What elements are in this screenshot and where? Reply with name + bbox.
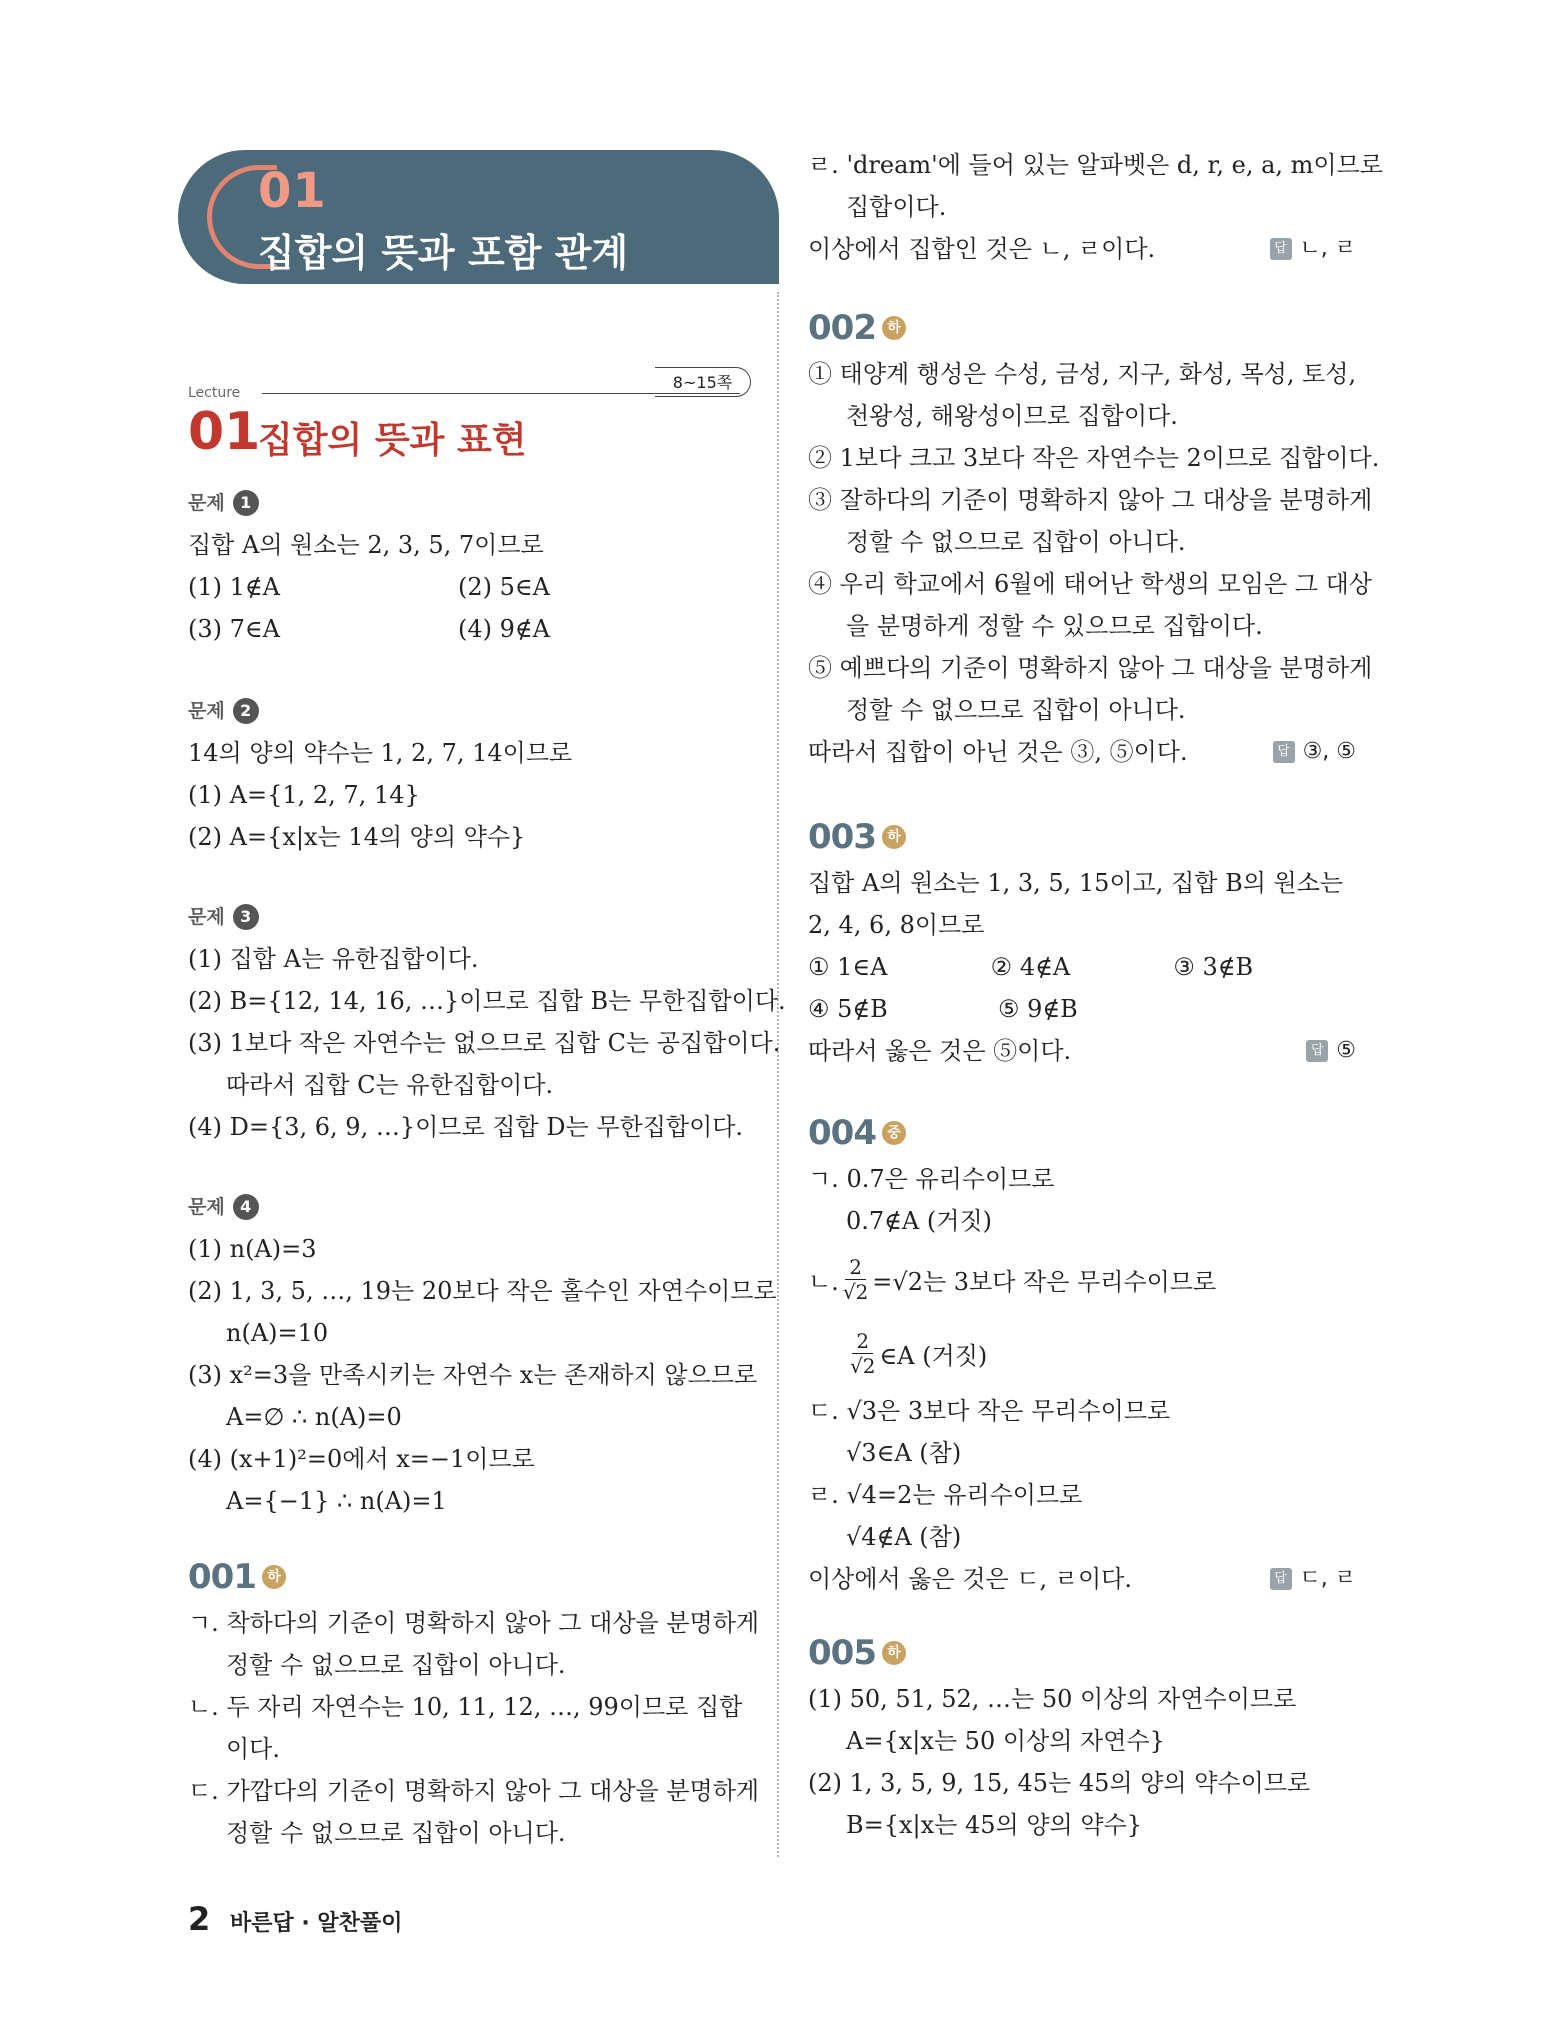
answer-tag: 답 xyxy=(1270,238,1292,260)
solution-line: (2) A={x|x는 14의 양의 약수} xyxy=(188,823,526,851)
answer-box: 답 ㄴ, ㄹ xyxy=(1270,228,1357,270)
fraction: $\frac{2}{√2}$ xyxy=(850,1328,876,1378)
problem-004 xyxy=(808,1108,1356,1600)
solution-line: (1) n(A)=3 xyxy=(188,1235,317,1263)
solution-line: ① 태양계 행성은 수성, 금성, 지구, 화성, 목성, 토성, xyxy=(808,360,1357,388)
solution-line: (3) 1보다 작은 자연수는 없으므로 집합 C는 공집합이다. xyxy=(188,1029,781,1057)
solution-line: 정할 수 없으므로 집합이 아니다. xyxy=(846,528,1186,556)
solution-line: 0.7∉A (거짓) xyxy=(846,1207,992,1235)
solution-line: ㄹ. √4=2는 유리수이므로 xyxy=(808,1481,1083,1509)
solution-row: ④ 5∉B ⑤ 9∉B xyxy=(808,995,1078,1023)
fraction: $\frac{2}{√2}$ xyxy=(842,1254,869,1304)
chapter-number: 01 xyxy=(258,163,327,219)
solution-line: √4∉A (참) xyxy=(846,1523,962,1551)
answer-tag: 답 xyxy=(1273,741,1295,763)
solution-line: 따라서 집합 C는 유한집합이다. xyxy=(226,1071,554,1099)
problem-number: 003 하 xyxy=(808,812,1356,862)
solution-line: ㄱ. 0.7은 유리수이므로 xyxy=(808,1165,1055,1193)
problem-heading: 문제 1 xyxy=(188,482,748,524)
problem-heading: 문제 4 xyxy=(188,1186,748,1228)
difficulty-badge: 하 xyxy=(882,316,906,340)
answer-box: 답 ③, ⑤ xyxy=(1273,731,1356,773)
solution-line: 정할 수 없으므로 집합이 아니다. xyxy=(226,1819,566,1847)
solution-line: B={x|x는 45의 양의 약수} xyxy=(846,1811,1142,1839)
solution-line: ㄱ. 착하다의 기준이 명확하지 않아 그 대상을 분명하게 xyxy=(188,1609,760,1637)
column-divider xyxy=(777,292,779,1857)
problem-002 xyxy=(808,303,1380,773)
difficulty-badge: 중 xyxy=(882,1121,906,1145)
problem-number: 004 중 xyxy=(808,1108,1356,1158)
solution-line: ② 1보다 크고 3보다 작은 자연수는 2이므로 집합이다. xyxy=(808,444,1380,472)
problem-number: 002 하 xyxy=(808,303,1356,353)
solution-row: ① 1∈A ② 4∉A ③ 3∉B xyxy=(808,953,1254,981)
chapter-title: 집합의 뜻과 포함 관계 xyxy=(258,231,629,275)
solution-line: 정할 수 없으므로 집합이 아니다. xyxy=(226,1651,566,1679)
solution-line: (2) 1, 3, 5, …, 19는 20보다 작은 홀수인 자연수이므로 xyxy=(188,1277,777,1305)
problem-number: 005 하 xyxy=(808,1628,1356,1678)
solution-line: ㄴ. 두 자리 자연수는 10, 11, 12, …, 99이므로 집합 xyxy=(188,1693,743,1721)
solution-line: (4) (x+1)²=0에서 x=−1이므로 xyxy=(188,1445,535,1473)
solution-line: (4) D={3, 6, 9, …}이므로 집합 D는 무한집합이다. xyxy=(188,1113,744,1141)
solution-line: (1) 50, 51, 52, …는 50 이상의 자연수이므로 xyxy=(808,1685,1297,1713)
solution-line: ㄷ. 가깝다의 기준이 명확하지 않아 그 대상을 분명하게 xyxy=(188,1777,760,1805)
problem-heading: 문제 3 xyxy=(188,896,748,938)
answer-box: 답 ㄷ, ㄹ xyxy=(1270,1558,1357,1600)
solution-line: ④ 우리 학교에서 6월에 태어난 학생의 모임은 그 대상 xyxy=(808,570,1372,598)
solution-line: A={−1} ∴ n(A)=1 xyxy=(226,1487,447,1515)
solution-line: (2) 1, 3, 5, 9, 15, 45는 45의 양의 약수이므로 xyxy=(808,1769,1311,1797)
problem-003 xyxy=(808,812,1356,1072)
solution-row: (3) 7∈A (4) 9∉A xyxy=(188,615,550,643)
solution-line: 14의 양의 약수는 1, 2, 7, 14이므로 xyxy=(188,739,573,767)
problem-heading: 문제 2 xyxy=(188,690,748,732)
solution-row: (1) 1∉A (2) 5∈A xyxy=(188,573,550,601)
solution-line: ⑤ 예쁘다의 기준이 명확하지 않아 그 대상을 분명하게 xyxy=(808,654,1373,682)
problem-number: 001 하 xyxy=(188,1552,748,1602)
solution-line: (1) 집합 A는 유한집합이다. xyxy=(188,945,479,973)
problem-3 xyxy=(188,896,786,1148)
solution-line: (2) B={12, 14, 16, …}이므로 집합 B는 무한집합이다. xyxy=(188,987,786,1015)
problem-number-badge: 4 xyxy=(233,1194,259,1220)
solution-line: 집합이다. xyxy=(846,193,947,221)
page-number: 2 xyxy=(188,1900,211,1938)
answer-tag: 답 xyxy=(1306,1040,1328,1062)
lecture-label: Lecture xyxy=(188,385,241,401)
problem-number-badge: 2 xyxy=(233,698,259,724)
solution-line: (1) A={1, 2, 7, 14} xyxy=(188,781,420,809)
solution-line: 집합 A의 원소는 2, 3, 5, 7이므로 xyxy=(188,531,544,559)
solution-line: ㄷ. √3은 3보다 작은 무리수이므로 xyxy=(808,1397,1171,1425)
solution-line: 을 분명하게 정할 수 있으므로 집합이다. xyxy=(846,612,1263,640)
conclusion-line: 따라서 집합이 아닌 것은 ③, ⑤이다. 답 ③, ⑤ xyxy=(808,731,1356,773)
conclusion-line: 이상에서 옳은 것은 ㄷ, ㄹ이다. 답 ㄷ, ㄹ xyxy=(808,1558,1356,1600)
solution-line: A=∅ ∴ n(A)=0 xyxy=(226,1403,402,1431)
solution-line: n(A)=10 xyxy=(226,1319,329,1347)
solution-line: (3) x²=3을 만족시키는 자연수 x는 존재하지 않으므로 xyxy=(188,1361,758,1389)
solution-line: ③ 잘하다의 기준이 명확하지 않아 그 대상을 분명하게 xyxy=(808,486,1373,514)
solution-line: 정할 수 없으므로 집합이 아니다. xyxy=(846,696,1186,724)
page-range-tag: 8~15쪽 xyxy=(655,367,751,397)
lecture-number: 01 xyxy=(188,402,261,462)
solution-line: ㄹ. 'dream'에 들어 있는 알파벳은 d, r, e, a, m이므로 xyxy=(808,151,1383,179)
solution-line: 2, 4, 6, 8이므로 xyxy=(808,911,985,939)
solution-line: 집합 A의 원소는 1, 3, 5, 15이고, 집합 B의 원소는 xyxy=(808,869,1344,897)
difficulty-badge: 하 xyxy=(882,825,906,849)
solution-line: √3∈A (참) xyxy=(846,1439,962,1467)
book-title: 바른답 · 알찬풀이 xyxy=(230,1911,403,1936)
difficulty-badge: 하 xyxy=(882,1641,906,1665)
conclusion-line: 따라서 옳은 것은 ⑤이다. 답 ⑤ xyxy=(808,1030,1356,1072)
problem-005 xyxy=(808,1628,1356,1846)
problem-number-badge: 1 xyxy=(233,490,259,516)
problem-001-continued xyxy=(808,144,1383,270)
lecture-title: 집합의 뜻과 표현 xyxy=(258,420,527,461)
problem-4 xyxy=(188,1186,777,1522)
solution-line-fraction: $\frac{2}{√2}$ ∈A (거짓) xyxy=(850,1328,988,1378)
solution-line: 이다. xyxy=(226,1735,280,1763)
solution-line-fraction: ㄴ. $\frac{2}{√2}$ =√2는 3보다 작은 무리수이므로 xyxy=(808,1254,1217,1304)
answer-box: 답 ⑤ xyxy=(1306,1030,1356,1072)
solution-line: 천왕성, 해왕성이므로 집합이다. xyxy=(846,402,1178,430)
solution-line: A={x|x는 50 이상의 자연수} xyxy=(846,1727,1165,1755)
problem-1 xyxy=(188,482,748,650)
problem-2 xyxy=(188,690,748,858)
answer-tag: 답 xyxy=(1270,1568,1292,1590)
problem-001 xyxy=(188,1552,760,1854)
conclusion-line: 이상에서 집합인 것은 ㄴ, ㄹ이다. 답 ㄴ, ㄹ xyxy=(808,228,1356,270)
difficulty-badge: 하 xyxy=(262,1565,286,1589)
problem-number-badge: 3 xyxy=(233,904,259,930)
